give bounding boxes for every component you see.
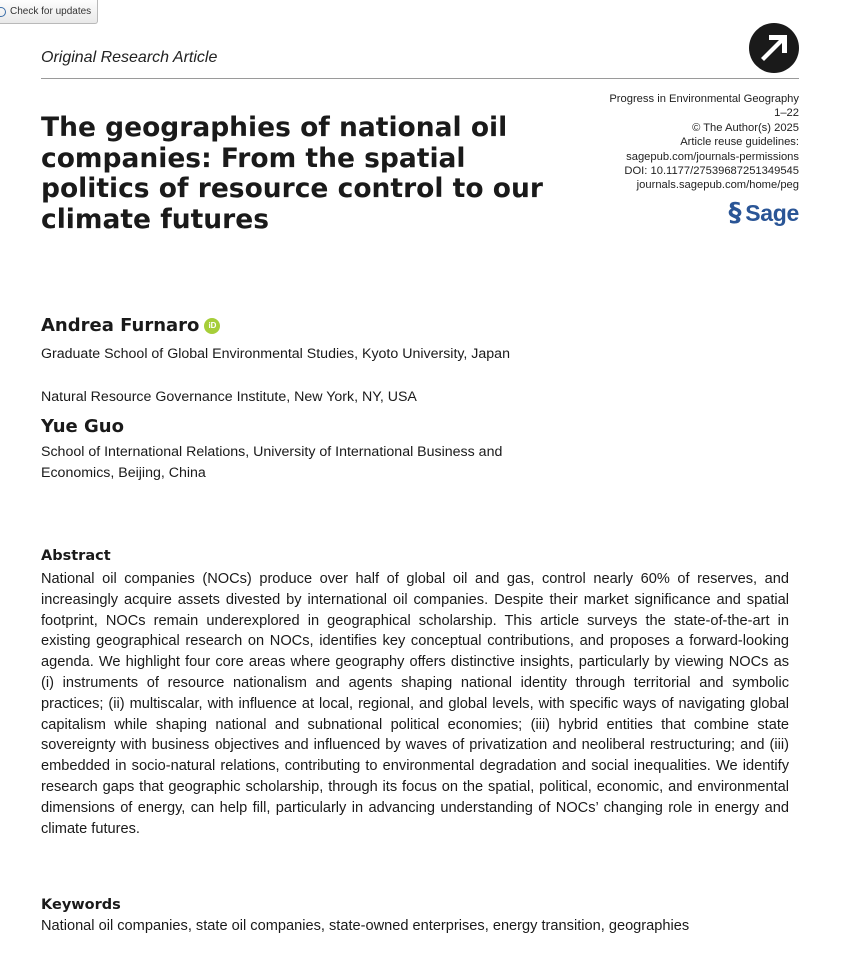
check-for-updates-label: Check for updates	[10, 6, 92, 17]
check-updates-icon	[0, 7, 6, 17]
author-1-affiliation-1: Graduate School of Global Environmental Studies, Kyoto University, Japan	[41, 346, 510, 362]
doi-link[interactable]: DOI: 10.1177/27539687251349545	[624, 165, 799, 178]
abstract-text: National oil companies (NOCs) produce over half of global oil and gas, control nearly 60% of reserves, and increasingly acquire assets divested by international oil companies. Despite their market significance and spatial footprint, NOCs remain underexplored in geographical scholarship. This article surveys the state-of-the-art in existing geographical research on NOCs, identifies key conceptual contributions, and proposes a forward-looking agenda. We highlight four core areas where geography offers distinctive insights, particularly by viewing NOCs as (i) instruments of resource nationalism and agents shaping national identity through territorial and symbolic practices; (ii) multiscalar, with influence at local, regional, and global levels, with specific ways of navigating global capitalism while shaping national and subnational political economies; (iii) hybrid entities that combine state sovereignty with business objectives and influenced by waves of privatization and neoliberal restructuring; and (iii) embedded in socio-natural relations, contributing to environmental degradation and social inequalities. We identify research gaps that geographic scholarship, through its focus on the spatial, political, economic, and environmental dimensions of energy, can help fill, particularly in advancing understanding of NOCs’ changing role in energy and climate futures.	[41, 571, 789, 837]
author-2-label: Yue Guo	[41, 416, 124, 437]
author-1-label: Andrea Furnaro	[41, 315, 200, 336]
page-range: 1–22	[774, 107, 799, 120]
author-1-affiliation-2: Natural Resource Governance Institute, New York, NY, USA	[41, 389, 417, 405]
check-for-updates-button[interactable]	[0, 0, 98, 24]
sage-logo	[729, 198, 799, 228]
sage-s-icon: §	[728, 198, 742, 228]
author-2-affiliation-1: School of International Relations, University of International Business and Economics, Beijing, China	[41, 444, 503, 481]
reuse-label: Article reuse guidelines:	[680, 136, 799, 149]
keywords-text: National oil companies, state oil companies, state-owned enterprises, energy transition, geographies	[41, 918, 690, 934]
sage-arrow-logo	[749, 23, 799, 73]
article-title: The geographies of national oil companies: From the spatial politics of resource control to our climate futures	[41, 112, 543, 235]
journal-meta	[609, 92, 799, 193]
keywords-heading: Keywords	[41, 897, 121, 913]
journal-name: Progress in Environmental Geography	[609, 93, 799, 105]
author-name-2	[41, 416, 124, 437]
sage-wordmark: Sage	[745, 199, 799, 226]
journal-homepage-link[interactable]: journals.sagepub.com/home/peg	[636, 179, 799, 192]
author-name-1	[41, 315, 220, 336]
abstract-heading: Abstract	[41, 548, 111, 564]
article-type: Original Research Article	[41, 49, 218, 66]
orcid-icon[interactable]: iD	[204, 318, 220, 334]
header-divider	[41, 78, 799, 79]
reuse-link[interactable]: sagepub.com/journals-permissions	[626, 150, 799, 163]
copyright: © The Author(s) 2025	[692, 121, 799, 134]
